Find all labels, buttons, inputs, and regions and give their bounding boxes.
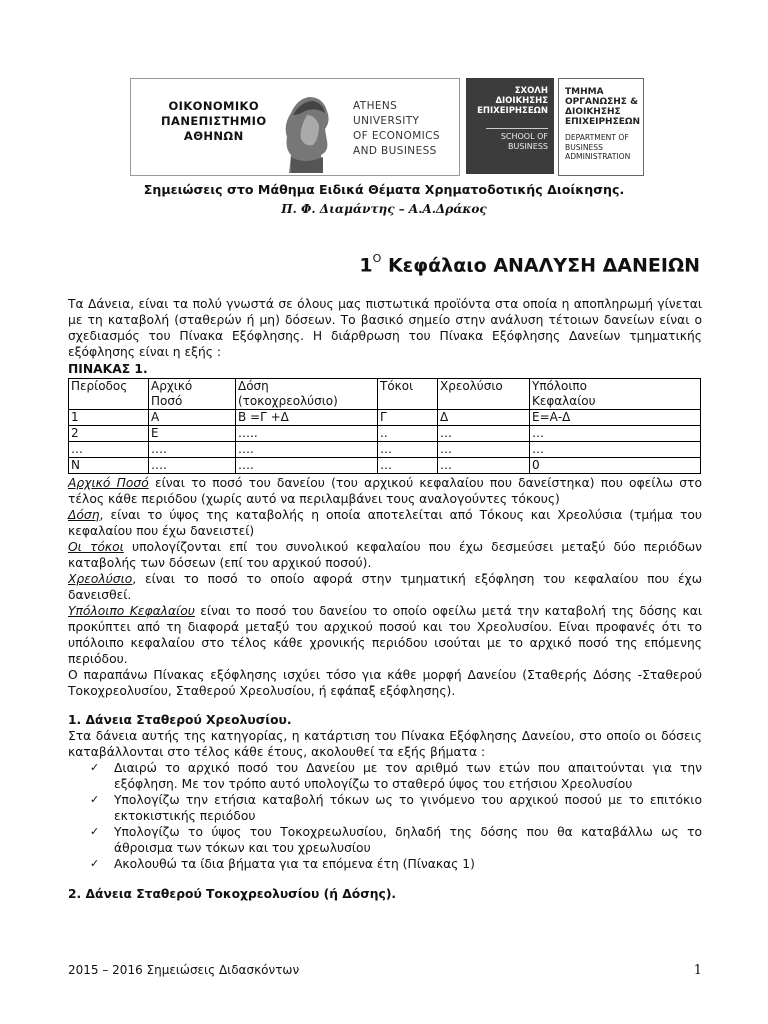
header-cell: Τόκοι [378,379,438,410]
definition-item: Αρχικό Ποσό είναι το ποσό του δανείου (του αρχικού κεφαλαίου που δανείστηκα) που οφείλω στο τέλος κάθε περιόδου (χωρίς αυτό να περιλαμβάνει τους αναλογούντες τόκους) [68,476,702,506]
department-logo [558,78,644,176]
list-item: ✓ Ακολουθώ τα ίδια βήματα για τα επόμενα έτη (Πίνακας 1) [90,857,475,871]
checkmark-icon: ✓ [90,825,100,838]
chapter-heading: $1^O$ Κεφάλαιο ΑΝΑΛΥΣΗ ΔΑΝΕΙΩΝ [359,252,700,277]
definition-item: Οι τόκοι υπολογίζονται επί του συνολικού κεφαλαίου που έχω δεσμεύσει μεταξύ δύο περιόδων καταβολής των δόσεων (επί του αρχικού ποσού). [68,540,702,570]
header-cell: Χρεολύσιο [438,379,530,410]
header-cell: Υπόλοιπο Κεφαλαίου [530,379,701,410]
definition-item: Δόση, είναι το ύψος της καταβολής η οποία αποτελείται από Τόκους και Χρεολύσια (τμήμα του κεφαλαίου που έχω δανειστεί) [68,508,702,538]
page-number: 1 [693,963,702,978]
list-item: ✓ Διαιρώ το αρχικό ποσό του Δανείου με τον αριθμό των ετών που απαιτούνται για την εξόφληση. Με τον τρόπο αυτό υπολογίζω το σταθερό ύψος του ετήσιου Χρεολυσίου [90,761,702,791]
table-header-row [69,379,701,410]
table-row: 1 Α Β =Γ +Δ Γ Δ Ε=Α-Δ [69,410,701,426]
department-name-english: DEPARTMENT OF BUSINESS ADMINISTRATION [565,133,631,161]
closing-paragraph: Ο παραπάνω Πίνακας εξόφλησης ισχύει τόσο για κάθε μορφή Δανείου (Σταθερής Δόσης -Σταθερού Τοκοχρεολυσίου, Σταθερού Χρεολυσίου, ή εφάπαξ εξόφλησης). [68,668,702,698]
header-cell: Περίοδος [69,379,149,410]
table-caption: ΠΙΝΑΚΑΣ 1. [68,362,148,376]
header-banner [130,78,642,174]
list-item: ✓ Υπολογίζω την ετήσια καταβολή τόκων ως το γινόμενο του αρχικού ποσού με το επιτόκιο εκτοκιστικής περιόδου [90,793,702,823]
department-name-greek: ΤΜΗΜΑ ΟΡΓΑΝΩΣΗΣ & ΔΙΟΙΚΗΣΗΣ ΕΠΙΧΕΙΡΗΣΕΩΝ [565,87,641,127]
header-cell: Δόση (τοκοχρεολύσιο) [236,379,378,410]
table-row: … …. …. … … … [69,442,701,458]
definition-item: Χρεολύσιο, είναι το ποσό το οποίο αφορά στην τμηματική εξόφληση του κεφαλαίου που έχω δανεισθεί. [68,572,702,602]
authors: Π. Φ. Διαμάντης – Α.Α.Δράκος [281,202,487,216]
checkmark-icon: ✓ [90,793,100,806]
school-name-english: SCHOOL OF BUSINESS [500,132,548,151]
footer-text: 2015 – 2016 Σημειώσεις Διδασκόντων [68,963,300,977]
course-title: Σημειώσεις στο Μάθημα Ειδικά Θέματα Χρηματοδοτικής Διοίκησης. [143,182,625,197]
definition-item: Υπόλοιπο Κεφαλαίου είναι το ποσό του δανείου το οποίο οφείλω μετά την καταβολή της δόσης και προκύπτει από τη διαφορά μεταξύ του αρχικού ποσού και του Χρεολυσίου. Είναι προφανές ότι το υπόλοιπο κεφαλαίου στο τέλος κάθε χρονικής περιόδου ισούται με το αρχικό ποσό της επόμενης περιόδου. [68,604,702,666]
checkmark-icon: ✓ [90,857,100,870]
steps-list [68,760,702,872]
checkmark-icon: ✓ [90,761,100,774]
athena-bust-icon [271,85,341,173]
amortization-table [68,378,701,474]
divider [486,128,548,129]
section-intro: Στα δάνεια αυτής της κατηγορίας, η κατάρτιση του Πίνακα Εξόφλησης Δανείου, στο οποίο οι δόσεις καταβάλλονται στο τέλος κάθε έτους, ακολουθεί τα εξής βήματα : [68,729,702,759]
section-heading: 2. Δάνεια Σταθερού Τοκοχρεολυσίου (ή Δόσης). [68,887,397,901]
university-name-english: ATHENS UNIVERSITY OF ECONOMICS AND BUSINESS [353,100,440,157]
school-logo [466,78,554,174]
header-cell: Αρχικό Ποσό [149,379,236,410]
university-name-greek: ΟΙΚΟΝΟΜΙΚΟ ΠΑΝΕΠΙΣΤΗΜΙΟ ΑΘΗΝΩΝ [161,99,267,143]
table-row: Ν …. …. … … 0 [69,458,701,474]
list-item: ✓ Υπολογίζω το ύψος του Τοκοχρεωλυσίου, δηλαδή της δόσης που θα καταβάλλω ως το άθροισμα των τόκων και του χρεωλυσίου [90,825,702,855]
definitions [68,475,702,699]
school-name-greek: ΣΧΟΛΗ ΔΙΟΙΚΗΣΗΣ ΕΠΙΧΕΙΡΗΣΕΩΝ [477,86,548,116]
university-logo [130,78,460,176]
intro-paragraph: Τα Δάνεια, είναι τα πολύ γνωστά σε όλους μας πιστωτικά προϊόντα στα οποία η αποπληρωμή γίνεται με τη καταβολή (σταθερών ή μη) δόσεων. Το βασικό σημείο στην ανάλυση τέτοιων δανείων είναι ο σχεδιασμός του Πίνακα Εξόφλησης. Η διάρθρωση του Πίνακα Εξόφλησης Δανείων τμηματικής εξόφλησης είναι η εξής : [68,297,702,359]
table-row: 2 Ε ….. .. … … [69,426,701,442]
section-heading: 1. Δάνεια Σταθερού Χρεολυσίου. [68,713,292,727]
